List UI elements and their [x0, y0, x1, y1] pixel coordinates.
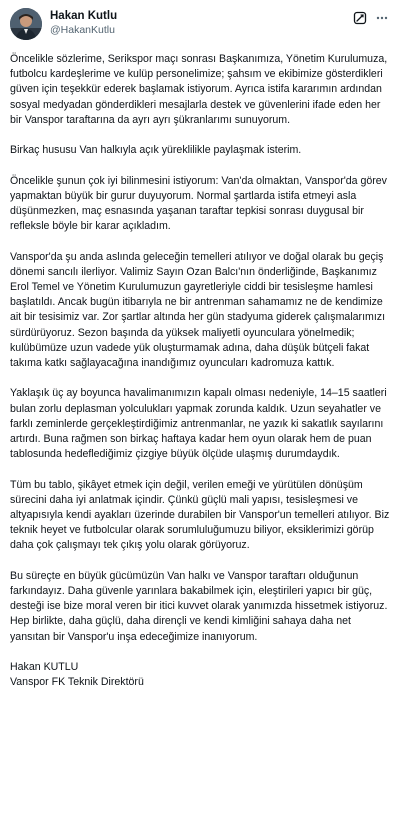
- post-body: [10, 52, 390, 690]
- paragraph-5: Yaklaşık üç ay boyunca havalimanımızın kapalı olması nedeniyle, 14–15 saatleri bulan zorlu deplasman yolculukları yapmak zorunda kaldık. Uzun seyahatler ve farklı zeminlerde gerçekleştirdiğimiz antrenmanlar, ne yazık ki sakatlık sayılarını artırdı. Buna rağmen son birkaç haftaya kadar hem oyun olarak hem de puan tablosunda hedeflediğimiz çizgiye büyük ölçüde ulaşmış durumdaydık.: [10, 387, 387, 461]
- avatar[interactable]: [10, 8, 42, 40]
- post-actions: [352, 8, 390, 26]
- paragraph-7: Bu süreçte en büyük gücümüzün Van halkı ve Vanspor taraftarı olduğunun farkındayız. Daha güvenle yarınlara bakabilmek için, eleştirileri yapıcı bir güç, desteği ise bize moral veren bir itici kuvvet olarak yanımızda hissetmek istiyoruz. Hep birlikte, daha güçlü, daha dirençli ve kendi kimliğini sahaya daha net yansıtan bir Vanspor'u inşa edeceğimize inanıyorum.: [10, 569, 388, 643]
- paragraph-4: Vanspor'da şu anda aslında geleceğin temelleri atılıyor ve doğal olarak bu geçiş dönemi sancılı ilerliyor. Valimiz Sayın Ozan Balcı'nın önderliğinde, Başkanımız Erol Temel ve Yönetim Kurulumuzun gayretleriyle ciddi bir tesisleşme hamlesi başlatıldı. Ancak bugün itibarıyla ne bir antrenman sahamamız ne de kendimize ait bir tesisimiz var. Zor şartlar altında her gün stadyuma giderek çalışmalarımızı sürdürüyoruz. Sezon başında da yüksek maliyetli oyunculara yönelmedik; kulübümüze uzun vadede yük oluşturmamak adına, daha düşük bütçeli fakat takıma katkı sağlayacağına inandığımız oyuncuları kadromuza kattık.: [10, 250, 386, 370]
- paragraph-3: Öncelikle şunun çok iyi bilinmesini istiyorum: Van'da olmaktan, Vanspor'da görev yapmaktan büyük bir gurur duyuyorum. Normal şartlarda istifa etmeyi asla düşünmezken, maç esnasında yaşanan taraftar tepkisi sonrası duygusal bir refleksle böyle bir karar açıkladım.: [10, 174, 387, 233]
- author-display-name[interactable]: Hakan Kutlu: [50, 10, 118, 22]
- grok-icon[interactable]: [352, 10, 368, 26]
- signature: [10, 660, 390, 690]
- avatar-photo-icon: [10, 8, 42, 40]
- signature-title: Vanspor FK Teknik Direktörü: [10, 676, 144, 689]
- author-handle[interactable]: @HakanKutlu: [50, 24, 115, 36]
- paragraph-6: Tüm bu tablo, şikâyet etmek için değil, verilen emeği ve yürütülen dönüşüm sürecini daha iyi anlatmak içindir. Çünkü güçlü mali yapısı, tesisleşmesi ve altyapısıyla kendi ayakları üzerinde durabilen bir Vanspor'un temelleri atılıyor. Biz teknik heyet ve futbolcular olarak sorumluluğumuzu biliyor, eksiklerimizi görüp daha çok çalışmayı tek çıkış yolu olarak görüyoruz.: [10, 478, 390, 552]
- author-names: [50, 8, 352, 37]
- paragraph-1: Öncelikle sözlerime, Serikspor maçı sonrası Başkanımıza, Yönetim Kurulumuza, futbolcu kardeşlerime ve kulüp personelimize; şahsım ve ekibimize gösterdikleri güven için teşekkür ederek başlamak istiyorum. Ayrıca istifa kararımın ardından sosyal medyadan gönderdikleri mesajlarla destek ve güvenlerini ifade eden her bir Vanspor taraftarına da ayrı ayrı şükranlarımı sunuyorum.: [10, 53, 388, 126]
- signature-name: Hakan KUTLU: [10, 661, 79, 674]
- post-header: [10, 8, 390, 44]
- paragraph-2: Birkaç hususu Van halkıyla açık yüreklilikle paylaşmak isterim.: [10, 144, 302, 157]
- more-icon[interactable]: [374, 10, 390, 26]
